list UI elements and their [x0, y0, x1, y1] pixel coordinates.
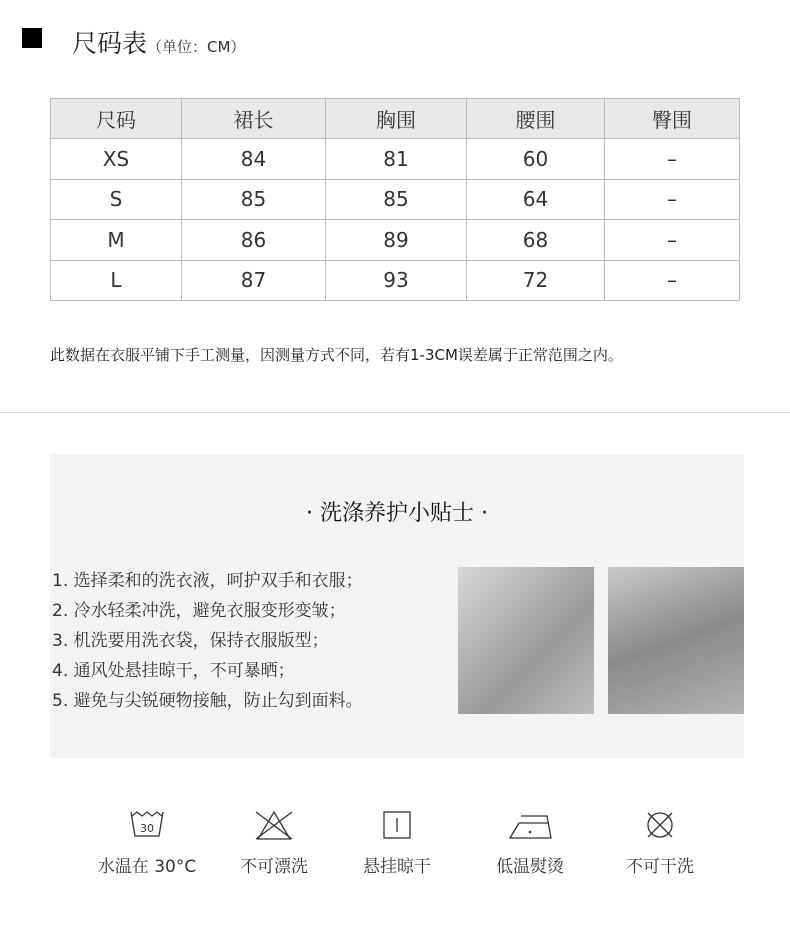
table-cell: M [51, 220, 182, 261]
header-cell: 裙长 [182, 99, 326, 139]
table-cell: 87 [182, 260, 326, 301]
detergent-photo [458, 567, 594, 714]
title-text: 尺码表 [72, 29, 148, 58]
list-item: 1. 选择柔和的洗衣液，呵护双手和衣服； [52, 571, 363, 591]
table-cell: – [605, 260, 740, 301]
care-icon-iron [470, 808, 590, 877]
low-iron-icon [507, 808, 553, 842]
header-cell: 尺码 [51, 99, 182, 139]
page-title [72, 24, 245, 60]
section-divider [0, 412, 790, 413]
measurement-note: 此数据在衣服平铺下手工测量，因测量方式不同，若有1-3CM误差属于正常范围之内。 [50, 346, 623, 364]
list-item: 3. 机洗要用洗衣袋，保持衣服版型； [52, 631, 329, 651]
care-icon-hang [337, 808, 457, 877]
no-dry-clean-icon [643, 808, 677, 842]
care-icon-dryclean [600, 808, 720, 877]
no-bleach-icon [252, 808, 296, 842]
care-label: 悬挂晾干 [363, 857, 431, 877]
table-cell: 68 [467, 220, 605, 261]
header-cell: 腰围 [467, 99, 605, 139]
table-cell: XS [51, 139, 182, 180]
list-item: 4. 通风处悬挂晾干，不可暴晒； [52, 661, 295, 681]
size-table [50, 98, 740, 301]
care-title: · 洗涤养护小贴士 · [306, 501, 488, 526]
table-cell: 85 [182, 179, 326, 220]
table-cell: S [51, 179, 182, 220]
table-cell: 81 [326, 139, 467, 180]
care-tips-list [52, 566, 363, 716]
care-icon-bleach [214, 808, 334, 877]
care-label: 低温熨烫 [496, 857, 564, 877]
table-cell: – [605, 179, 740, 220]
care-icon-wash [87, 808, 207, 877]
table-cell: 72 [467, 260, 605, 301]
table-row [51, 139, 740, 180]
table-cell: 86 [182, 220, 326, 261]
hanging-clothes-photo [608, 567, 744, 714]
header-cell: 臀围 [605, 99, 740, 139]
header-cell: 胸围 [326, 99, 467, 139]
list-item: 5. 避免与尖锐硬物接触，防止勾到面料。 [52, 691, 363, 711]
care-label: 不可漂洗 [240, 857, 308, 877]
care-tips-panel [50, 454, 744, 758]
care-label: 水温在 30°C [97, 857, 197, 877]
unit-label: （单位：CM） [147, 38, 246, 56]
care-label: 不可干洗 [626, 857, 694, 877]
table-cell: 64 [467, 179, 605, 220]
table-cell: 85 [326, 179, 467, 220]
table-cell: 93 [326, 260, 467, 301]
table-cell: 60 [467, 139, 605, 180]
table-cell: 84 [182, 139, 326, 180]
wash-temp-text: 30 [140, 822, 154, 835]
title-square-bullet [22, 28, 42, 48]
table-cell: L [51, 260, 182, 301]
table-row [51, 220, 740, 261]
list-item: 2. 冷水轻柔冲洗，避免衣服变形变皱； [52, 601, 346, 621]
table-cell: 89 [326, 220, 467, 261]
hang-dry-icon [382, 808, 412, 842]
table-header-row [51, 99, 740, 139]
table-cell: – [605, 220, 740, 261]
wash-30-icon [127, 808, 167, 842]
table-row [51, 260, 740, 301]
table-cell: – [605, 139, 740, 180]
table-row [51, 179, 740, 220]
